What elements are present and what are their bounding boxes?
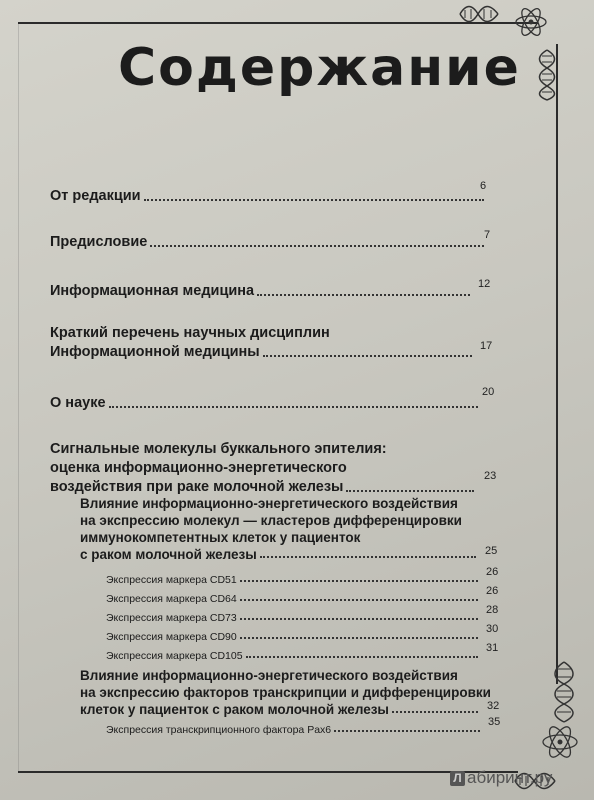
toc-subentry-title: иммунокомпетентных клеток у пациенток [80,530,361,545]
page-number: 26 [486,585,499,597]
frame-left-line [18,22,19,772]
toc-entry [50,187,486,206]
frame-right-line [556,44,558,684]
toc-entry-title: Предисловие [50,234,148,250]
watermark-text: абиринт.ру [467,768,553,787]
toc-entry-title: Информационной медицины [50,344,260,360]
toc-item-title: Экспрессия маркера CD105 [106,650,243,662]
toc-subentry-title: Влияние информационно-энергетического воздействия [80,496,458,511]
page-number: 31 [486,642,499,654]
toc-entry [50,233,486,252]
atom-icon [540,722,580,762]
toc-item [106,574,480,587]
toc-item [106,593,480,606]
dot-leader [144,199,484,201]
dot-leader [334,730,480,732]
dna-icon [536,48,558,102]
dot-leader [263,355,472,357]
page-number: 6 [480,180,487,192]
page-number: 30 [486,623,499,635]
dot-leader [260,556,476,558]
dna-icon [550,660,578,724]
watermark-letter: Л [450,771,465,786]
dot-leader [257,294,470,296]
watermark-logo [450,768,552,788]
dot-leader [346,490,474,492]
toc-entry-title: Информационная медицина [50,283,255,299]
toc-entry-title: оценка информационно-энергетического [50,460,347,476]
toc-entry [50,282,472,301]
toc-entry-title: От редакции [50,188,141,204]
dna-icon [458,2,500,26]
page-number: 32 [487,700,500,712]
toc-entry [50,324,474,362]
toc-item [106,631,480,644]
page-number: 7 [484,229,491,241]
toc-item [106,612,480,625]
toc-item [106,724,482,737]
page-number: 35 [488,716,501,728]
page-number: 23 [484,470,497,482]
page-number: 17 [480,340,493,352]
dot-leader [240,637,478,639]
page-number: 28 [486,604,499,616]
toc-subentry-title: с раком молочной железы [80,547,257,562]
toc-item-title: Экспрессия транскрипционного фактора Pax6 [106,724,332,736]
toc-subentry-title: Влияние информационно-энергетического воздействия [80,668,458,683]
dot-leader [240,599,478,601]
frame-bottom-line [18,771,518,773]
page-number: 25 [485,545,498,557]
page-number: 20 [482,386,495,398]
toc-subentry-title: на экспрессию молекул — кластеров дифференцировки [80,513,462,528]
page-number: 12 [478,278,491,290]
toc-item-title: Экспрессия маркера CD73 [106,612,237,624]
atom-icon [513,4,549,40]
toc-item-title: Экспрессия маркера CD90 [106,631,237,643]
toc-entry-title: воздействия при раке молочной железы [50,479,344,495]
toc-subentry-title: на экспрессию факторов транскрипции и дифференцировки [80,685,491,700]
page-number: 26 [486,566,499,578]
dot-leader [246,656,478,658]
toc-entry [50,440,476,497]
toc-item-title: Экспрессия маркера CD51 [106,574,237,586]
dot-leader [150,245,484,247]
toc-entry-title: О науке [50,395,106,411]
page-title: Содержание [118,38,521,98]
toc-item-title: Экспрессия маркера CD64 [106,593,237,605]
dot-leader [109,406,478,408]
dot-leader [240,580,478,582]
toc-item [106,650,480,663]
dot-leader [240,618,478,620]
toc-entry-title: Краткий перечень научных дисциплин [50,325,330,341]
toc-entry [50,394,480,413]
toc-entry-title: Сигнальные молекулы буккального эпителия: [50,441,387,457]
dot-leader [392,711,478,713]
toc-subentry-title: клеток у пациенток с раком молочной железы [80,702,389,717]
toc-subentry [80,495,478,563]
toc-subentry [80,667,491,718]
